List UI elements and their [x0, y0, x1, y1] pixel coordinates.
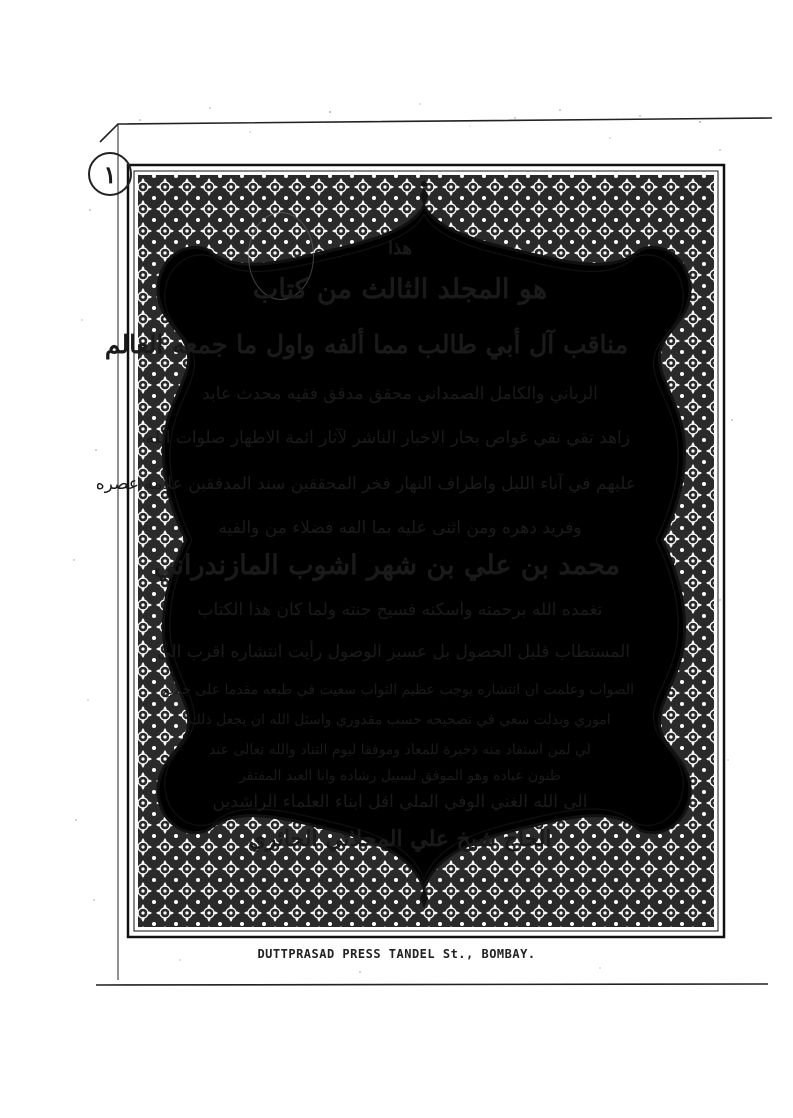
title-line-13: لي لمن استفاد منه ذخيرة للمعاد وموفقا ليوم التناد والله تعالى عند: [209, 742, 591, 758]
title-line-3: مناقب آل أبي طالب مما ألفه واول ما جمعه العالم: [104, 330, 628, 359]
author-name-line: محمد بن علي بن شهر اشوب المازندراني: [153, 550, 620, 581]
title-line-1: هذا: [388, 238, 412, 259]
publisher-name-line: الحاج شيخ علي المحلاتي الحائري: [248, 826, 552, 852]
title-line-6: عليهم في آناء الليل واطراف النهار فخر المحققين سند المدققين علامة عصره: [95, 474, 636, 494]
title-line-14: ظنون عباده وهو الموفق لسبيل رشاده وانا العبد المفتقر: [239, 768, 561, 784]
press-imprint: DUTTPRASAD PRESS TANDEL St., BOMBAY.: [257, 947, 536, 961]
title-line-11: الصواب وعلمت ان انتشاره يوجب عظيم الثواب سعيت في طبعه مقدما على جميع: [162, 682, 634, 698]
title-line-2: هو المجلد الثالث من كتاب: [252, 274, 548, 305]
title-line-15: الى الله الغني الوفي الملي اقل ابناء العلماء الراشدين: [212, 792, 588, 812]
title-line-12: اموري وبذلت سعي في تصحيحه حسب مقدوري واسئل الله ان يجعل ذلك: [189, 712, 611, 728]
title-text-block: [95, 238, 636, 878]
title-line-4: الرباني والكامل الصمداني محقق مدقق فقيه محدث عابد: [202, 384, 598, 404]
page-number: ١: [88, 152, 132, 196]
title-line-10: المستطاب قليل الحصول بل عسير الوصول رأيت انتشاره اقرب الى: [157, 642, 630, 662]
title-line-9: تغمده الله برحمته واسكنه فسيح جنته ولما كان هذا الكتاب: [197, 600, 603, 620]
title-line-7: وفريد دهره ومن اثنى عليه بما الفه فضلاء من والفيه: [218, 518, 582, 538]
title-line-5: زاهد تقي نقي غواص بحار الاخبار الناشر لآثار ائمة الاطهار صلوات الله: [145, 428, 630, 448]
